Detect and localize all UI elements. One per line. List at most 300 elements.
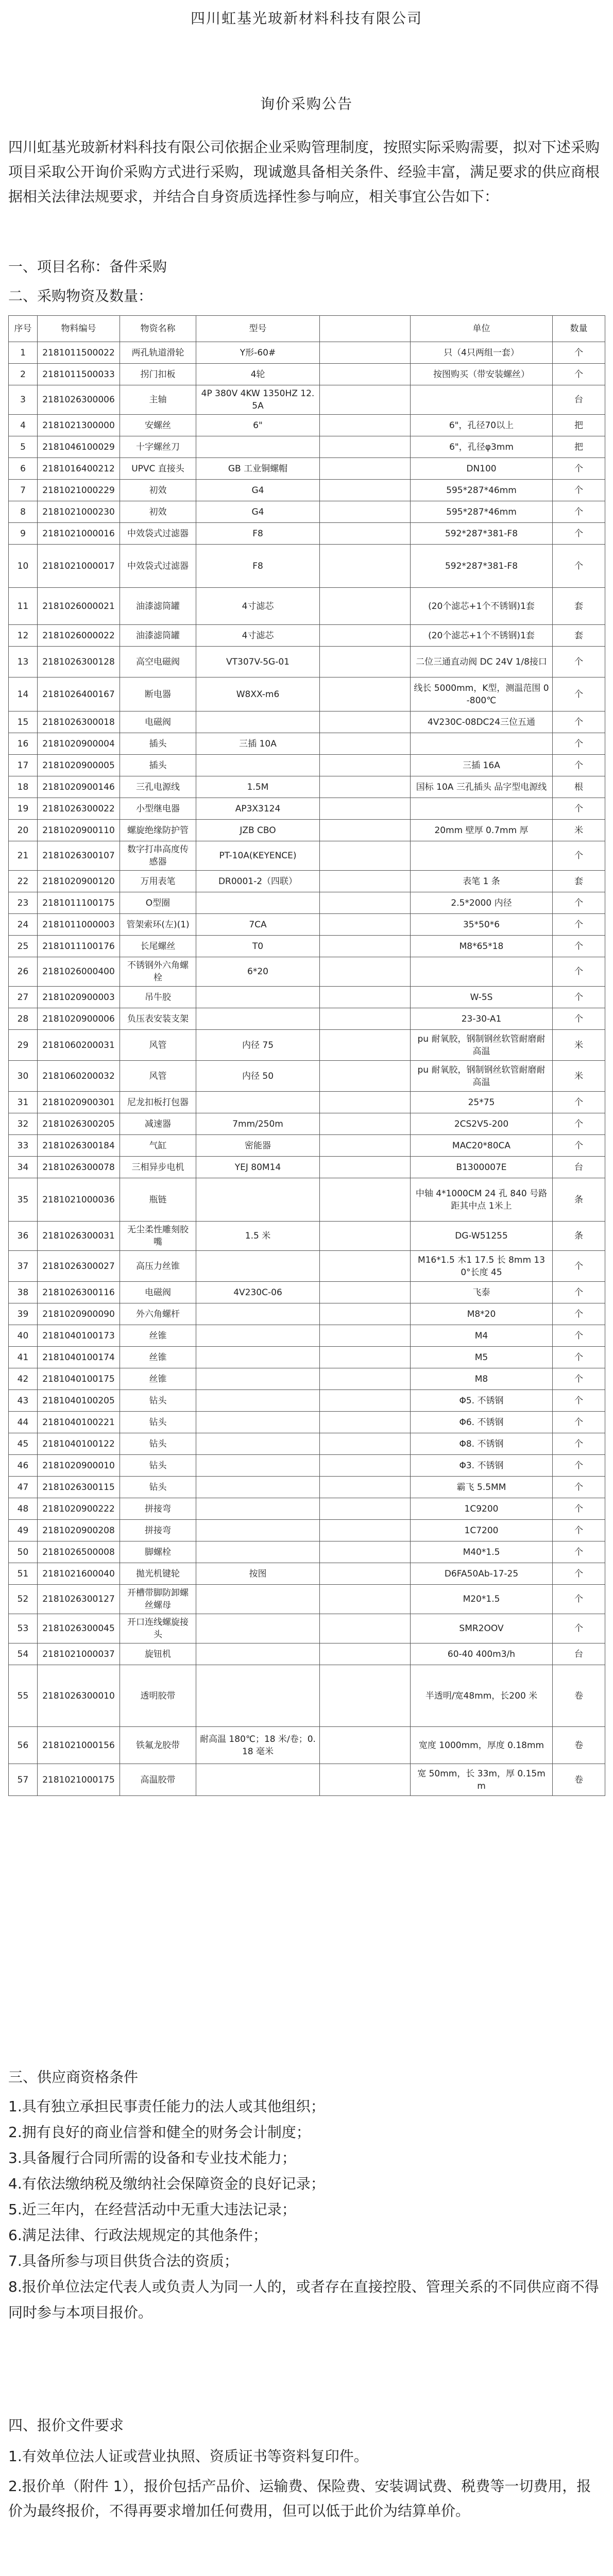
table-cell-col-unit: Φ3. 不锈钢 xyxy=(411,1455,553,1477)
table-row xyxy=(9,1008,605,1030)
table-cell-col-spec xyxy=(320,1477,411,1498)
materials-table xyxy=(8,315,605,1796)
table-row xyxy=(9,415,605,436)
table-cell-col-index: 14 xyxy=(9,677,38,711)
table-cell-col-quantity: 把 xyxy=(553,415,605,436)
table-row xyxy=(9,1325,605,1347)
table-cell-col-unit xyxy=(411,957,553,987)
table-cell-col-material-code: 2181026300184 xyxy=(38,1135,120,1157)
table-cell-col-index: 49 xyxy=(9,1520,38,1541)
table-cell-col-spec xyxy=(320,936,411,957)
table-cell-col-material-name: 中效袋式过滤器 xyxy=(120,545,196,588)
table-cell-col-spec xyxy=(320,1764,411,1796)
table-cell-col-spec xyxy=(320,1092,411,1113)
table-cell-col-material-code: 2181011100176 xyxy=(38,936,120,957)
table-row xyxy=(9,1412,605,1433)
table-cell-col-material-code: 2181026500008 xyxy=(38,1541,120,1563)
table-row xyxy=(9,1135,605,1157)
table-cell-col-unit: 宽 50mm，长 33m，厚 0.15mm xyxy=(411,1764,553,1796)
table-cell-col-quantity: 个 xyxy=(553,1251,605,1282)
table-cell-col-spec xyxy=(320,914,411,936)
table-cell-col-index: 31 xyxy=(9,1092,38,1113)
table-cell-col-material-name: 风管 xyxy=(120,1030,196,1061)
list-item: 1.具有独立承担民事责任能力的法人或其他组织； xyxy=(8,2098,325,2115)
table-cell-col-spec xyxy=(320,1727,411,1764)
table-cell-col-index: 34 xyxy=(9,1157,38,1178)
table-cell-col-spec xyxy=(320,1030,411,1061)
table-cell-col-material-code: 2181020900006 xyxy=(38,1008,120,1030)
table-cell-col-unit: 二位三通直动阀 DC 24V 1/8接口 xyxy=(411,647,553,677)
table-cell-col-spec xyxy=(320,1585,411,1614)
table-cell-col-model xyxy=(196,755,320,776)
table-cell-col-model xyxy=(196,1008,320,1030)
table-cell-col-material-name: 主轴 xyxy=(120,385,196,415)
table-cell-col-index: 11 xyxy=(9,588,38,625)
section-quote-requirements-heading: 四、报价文件要求 xyxy=(8,2417,124,2434)
table-cell-col-spec xyxy=(320,755,411,776)
table-cell-col-spec xyxy=(320,342,411,364)
table-cell-col-quantity: 个 xyxy=(553,364,605,385)
table-cell-col-quantity: 个 xyxy=(553,1541,605,1563)
table-cell-col-index: 4 xyxy=(9,415,38,436)
table-cell-col-unit: Φ6. 不锈钢 xyxy=(411,1412,553,1433)
table-cell-col-spec xyxy=(320,798,411,820)
table-cell-col-model: T0 xyxy=(196,936,320,957)
table-cell-col-model: 4P 380V 4KW 1350HZ 12.5A xyxy=(196,385,320,415)
table-cell-col-unit: 595*287*46mm xyxy=(411,501,553,523)
table-cell-col-material-code: 2181026300116 xyxy=(38,1282,120,1303)
table-cell-col-unit: 三插 16A xyxy=(411,755,553,776)
table-cell-col-material-code: 2181026300127 xyxy=(38,1585,120,1614)
table-cell-col-unit xyxy=(411,798,553,820)
table-cell-col-model: 4寸滤芯 xyxy=(196,588,320,625)
table-cell-col-material-code: 2181020900005 xyxy=(38,755,120,776)
table-cell-col-model xyxy=(196,1178,320,1222)
table-cell-col-spec xyxy=(320,1135,411,1157)
table-cell-col-material-name: 旋钮机 xyxy=(120,1643,196,1665)
table-cell-col-model: 7CA xyxy=(196,914,320,936)
table-row xyxy=(9,1643,605,1665)
table-cell-col-material-name: 管架索环(左)(1) xyxy=(120,914,196,936)
table-cell-col-index: 37 xyxy=(9,1251,38,1282)
table-cell-col-material-code: 2181026300018 xyxy=(38,711,120,733)
table-cell-col-material-code: 2181040100174 xyxy=(38,1347,120,1368)
table-cell-col-unit: pu 耐氧胶，钢制钢丝软管耐磨耐高温 xyxy=(411,1061,553,1092)
table-cell-col-material-name: O型圈 xyxy=(120,892,196,914)
table-cell-col-quantity: 个 xyxy=(553,1135,605,1157)
table-row xyxy=(9,1368,605,1390)
table-cell-col-model xyxy=(196,1325,320,1347)
table-cell-col-model: 6" xyxy=(196,415,320,436)
table-cell-col-quantity: 个 xyxy=(553,1455,605,1477)
table-row xyxy=(9,1390,605,1412)
table-cell-col-model xyxy=(196,1764,320,1796)
table-cell-col-quantity: 个 xyxy=(553,342,605,364)
table-cell-col-material-name: 安螺丝 xyxy=(120,415,196,436)
table-cell-col-quantity: 台 xyxy=(553,1157,605,1178)
table-row xyxy=(9,1727,605,1764)
table-cell-col-material-code: 2181020900222 xyxy=(38,1498,120,1520)
table-cell-col-unit: 飞泰 xyxy=(411,1282,553,1303)
table-cell-col-material-name: 尼龙扣板打包器 xyxy=(120,1092,196,1113)
table-cell-col-spec xyxy=(320,711,411,733)
table-cell-col-spec xyxy=(320,1251,411,1282)
table-cell-col-quantity: 个 xyxy=(553,1412,605,1433)
table-cell-col-model: 4V230C-06 xyxy=(196,1282,320,1303)
table-cell-col-model: JZB CBO xyxy=(196,820,320,841)
table-cell-col-index: 36 xyxy=(9,1222,38,1251)
table-header-col-spec xyxy=(320,316,411,342)
table-cell-col-model xyxy=(196,1498,320,1520)
table-cell-col-index: 3 xyxy=(9,385,38,415)
table-cell-col-material-name: 拋光机键轮 xyxy=(120,1563,196,1585)
table-cell-col-quantity: 个 xyxy=(553,1282,605,1303)
table-cell-col-material-name: 减速器 xyxy=(120,1113,196,1135)
table-cell-col-index: 7 xyxy=(9,480,38,501)
table-cell-col-material-name: 脚螺栓 xyxy=(120,1541,196,1563)
table-cell-col-index: 27 xyxy=(9,987,38,1008)
table-row xyxy=(9,871,605,892)
table-cell-col-unit xyxy=(411,733,553,755)
table-cell-col-unit: Φ5. 不锈钢 xyxy=(411,1390,553,1412)
table-cell-col-model xyxy=(196,1390,320,1412)
table-cell-col-material-name: 钻头 xyxy=(120,1455,196,1477)
list-item: 2.报价单（附件 1），报价包括产品价、运输费、保险费、安装调试费、税费等一切费用，报价为最终报价，不得再要求增加任何费用，但可以低于此价为结算单价。 xyxy=(8,2478,591,2519)
table-cell-col-material-name: 高空电磁阀 xyxy=(120,647,196,677)
table-cell-col-spec xyxy=(320,415,411,436)
table-cell-col-quantity: 把 xyxy=(553,436,605,458)
table-cell-col-index: 56 xyxy=(9,1727,38,1764)
table-cell-col-unit: 23-30-A1 xyxy=(411,1008,553,1030)
table-cell-col-spec xyxy=(320,1061,411,1092)
table-row xyxy=(9,436,605,458)
table-cell-col-index: 45 xyxy=(9,1433,38,1455)
table-cell-col-quantity: 个 xyxy=(553,523,605,545)
table-cell-col-index: 19 xyxy=(9,798,38,820)
table-row xyxy=(9,957,605,987)
table-cell-col-material-name: 钻头 xyxy=(120,1433,196,1455)
table-cell-col-unit: 1C9200 xyxy=(411,1498,553,1520)
table-row xyxy=(9,385,605,415)
table-cell-col-index: 43 xyxy=(9,1390,38,1412)
table-row xyxy=(9,364,605,385)
table-cell-col-spec xyxy=(320,1113,411,1135)
table-cell-col-quantity: 个 xyxy=(553,545,605,588)
table-cell-col-model: G4 xyxy=(196,501,320,523)
table-cell-col-material-name: 螺旋绝缘防护管 xyxy=(120,820,196,841)
table-cell-col-material-code: 2181026300078 xyxy=(38,1157,120,1178)
table-cell-col-model: 密能器 xyxy=(196,1135,320,1157)
table-cell-col-material-code: 2181026400167 xyxy=(38,677,120,711)
table-cell-col-spec xyxy=(320,545,411,588)
table-cell-col-material-name: 断电器 xyxy=(120,677,196,711)
table-row xyxy=(9,1433,605,1455)
table-cell-col-unit: 霸飞 5.5MM xyxy=(411,1477,553,1498)
list-item: 7.具备所参与项目供货合法的资质； xyxy=(8,2252,239,2269)
table-cell-col-material-name: 三相异步电机 xyxy=(120,1157,196,1178)
table-cell-col-material-code: 2181016400212 xyxy=(38,458,120,480)
table-cell-col-spec xyxy=(320,871,411,892)
table-cell-col-quantity: 个 xyxy=(553,711,605,733)
table-cell-col-spec xyxy=(320,1643,411,1665)
table-cell-col-spec xyxy=(320,892,411,914)
table-cell-col-unit: M5 xyxy=(411,1347,553,1368)
table-cell-col-material-name: 万用表笔 xyxy=(120,871,196,892)
table-cell-col-model xyxy=(196,1412,320,1433)
table-cell-col-quantity: 个 xyxy=(553,458,605,480)
table-cell-col-material-code: 2181021000229 xyxy=(38,480,120,501)
table-cell-col-material-name: 油漆滤筒罐 xyxy=(120,625,196,647)
table-cell-col-unit: DG-W51255 xyxy=(411,1222,553,1251)
table-row xyxy=(9,1113,605,1135)
table-cell-col-spec xyxy=(320,841,411,871)
table-cell-col-material-name: 插头 xyxy=(120,755,196,776)
table-cell-col-unit: 6"，孔径70以上 xyxy=(411,415,553,436)
table-cell-col-material-name: 钻头 xyxy=(120,1477,196,1498)
table-cell-col-index: 26 xyxy=(9,957,38,987)
table-cell-col-material-code: 2181021000016 xyxy=(38,523,120,545)
table-cell-col-unit: 半透明/宽48mm，长200 米 xyxy=(411,1665,553,1727)
table-row xyxy=(9,1303,605,1325)
table-cell-col-index: 5 xyxy=(9,436,38,458)
list-item: 1.有效单位法人证或营业执照、资质证书等资料复印件。 xyxy=(8,2448,368,2465)
table-cell-col-quantity: 个 xyxy=(553,1008,605,1030)
table-cell-col-index: 22 xyxy=(9,871,38,892)
table-row xyxy=(9,1092,605,1113)
table-cell-col-unit: W-5S xyxy=(411,987,553,1008)
table-cell-col-quantity: 个 xyxy=(553,755,605,776)
table-cell-col-model: 7mm/250m xyxy=(196,1113,320,1135)
table-row xyxy=(9,1222,605,1251)
table-cell-col-unit: SMR2OOV xyxy=(411,1614,553,1643)
table-cell-col-material-code: 2181020900003 xyxy=(38,987,120,1008)
table-cell-col-model: GB 工业铜螺帽 xyxy=(196,458,320,480)
table-cell-col-index: 28 xyxy=(9,1008,38,1030)
table-cell-col-index: 40 xyxy=(9,1325,38,1347)
table-cell-col-model: YEJ 80M14 xyxy=(196,1157,320,1178)
table-cell-col-unit: 2CS2V5-200 xyxy=(411,1113,553,1135)
table-row xyxy=(9,625,605,647)
table-cell-col-material-name: 丝锥 xyxy=(120,1347,196,1368)
table-cell-col-spec xyxy=(320,1347,411,1368)
table-cell-col-material-name: 长尾螺丝 xyxy=(120,936,196,957)
intro-paragraph: 四川虹基光玻新材料科技有限公司依据企业采购管理制度，按照实际采购需要，拟对下述采购项目采取公开询价采购方式进行采购，现诚邀具备相关条件、经验丰富，满足要求的供应商根据相关法律法规要求，并结合自身资质选择性参与响应，相关事宜公告如下： xyxy=(8,139,600,205)
section-materials-heading: 二、采购物资及数量： xyxy=(8,287,153,304)
table-cell-col-index: 20 xyxy=(9,820,38,841)
table-cell-col-index: 18 xyxy=(9,776,38,798)
table-cell-col-spec xyxy=(320,1665,411,1727)
table-cell-col-quantity: 个 xyxy=(553,1325,605,1347)
table-cell-col-index: 44 xyxy=(9,1412,38,1433)
table-cell-col-spec xyxy=(320,1541,411,1563)
table-cell-col-material-code: 2181040100173 xyxy=(38,1325,120,1347)
table-cell-col-material-name: 外六角螺杆 xyxy=(120,1303,196,1325)
table-cell-col-material-code: 2181021000036 xyxy=(38,1178,120,1222)
table-header-col-quantity: 数量 xyxy=(553,316,605,342)
table-row xyxy=(9,987,605,1008)
table-cell-col-unit: M8 xyxy=(411,1368,553,1390)
table-cell-col-quantity: 个 xyxy=(553,1477,605,1498)
table-cell-col-model: PT-10A(KEYENCE) xyxy=(196,841,320,871)
table-cell-col-material-name: 瓶链 xyxy=(120,1178,196,1222)
table-cell-col-material-code: 2181021000017 xyxy=(38,545,120,588)
table-cell-col-model: Y形-60# xyxy=(196,342,320,364)
quote-requirements-list xyxy=(8,2444,605,2523)
table-cell-col-index: 39 xyxy=(9,1303,38,1325)
table-cell-col-unit: D6FA50Ab-17-25 xyxy=(411,1563,553,1585)
table-cell-col-quantity: 个 xyxy=(553,1303,605,1325)
table-cell-col-quantity: 个 xyxy=(553,1113,605,1135)
table-cell-col-model: F8 xyxy=(196,523,320,545)
table-cell-col-model: 1.5 米 xyxy=(196,1222,320,1251)
table-cell-col-model xyxy=(196,711,320,733)
table-header-col-model: 型号 xyxy=(196,316,320,342)
table-row xyxy=(9,1477,605,1498)
table-cell-col-unit: 2.5*2000 内径 xyxy=(411,892,553,914)
table-cell-col-spec xyxy=(320,1455,411,1477)
table-cell-col-unit: 4V230C-08DC24三位五通 xyxy=(411,711,553,733)
table-row xyxy=(9,914,605,936)
table-cell-col-material-name: 电磁阀 xyxy=(120,1282,196,1303)
table-cell-col-index: 10 xyxy=(9,545,38,588)
table-cell-col-material-code: 2181020900010 xyxy=(38,1455,120,1477)
table-cell-col-unit: (20个滤芯+1个不锈钢)1套 xyxy=(411,625,553,647)
table-cell-col-index: 47 xyxy=(9,1477,38,1498)
table-cell-col-material-name: 数字打串高度传感器 xyxy=(120,841,196,871)
table-cell-col-quantity: 个 xyxy=(553,1585,605,1614)
table-cell-col-unit: 592*287*381-F8 xyxy=(411,523,553,545)
table-cell-col-quantity: 个 xyxy=(553,892,605,914)
table-cell-col-unit: 595*287*46mm xyxy=(411,480,553,501)
table-cell-col-material-code: 2181026300107 xyxy=(38,841,120,871)
table-cell-col-model xyxy=(196,1541,320,1563)
table-cell-col-material-name: 高压力丝锥 xyxy=(120,1251,196,1282)
table-cell-col-quantity: 个 xyxy=(553,733,605,755)
table-cell-col-material-name: 拼接弯 xyxy=(120,1520,196,1541)
table-cell-col-model: 6*20 xyxy=(196,957,320,987)
table-cell-col-material-code: 2181021600040 xyxy=(38,1563,120,1585)
table-cell-col-model: 1.5M xyxy=(196,776,320,798)
table-cell-col-index: 8 xyxy=(9,501,38,523)
table-header-row xyxy=(9,316,605,342)
table-row xyxy=(9,1061,605,1092)
table-row xyxy=(9,1347,605,1368)
table-cell-col-model xyxy=(196,1303,320,1325)
table-cell-col-material-code: 2181046100029 xyxy=(38,436,120,458)
table-cell-col-unit: M8*65*18 xyxy=(411,936,553,957)
table-cell-col-spec xyxy=(320,523,411,545)
table-cell-col-unit: M4 xyxy=(411,1325,553,1347)
table-cell-col-unit: 60-40 400m3/h xyxy=(411,1643,553,1665)
table-cell-col-quantity: 套 xyxy=(553,625,605,647)
table-cell-col-material-code: 2181026000022 xyxy=(38,625,120,647)
table-cell-col-unit: B1300007E xyxy=(411,1157,553,1178)
table-cell-col-material-code: 2181026300205 xyxy=(38,1113,120,1135)
table-row xyxy=(9,1585,605,1614)
list-item: 8.报价单位法定代表人或负责人为同一人的，或者存在直接控股、管理关系的不同供应商不得同时参与本项目报价。 xyxy=(8,2278,599,2321)
table-row xyxy=(9,936,605,957)
document-title: 询价采购公告 xyxy=(260,95,353,112)
table-cell-col-unit: 1C7200 xyxy=(411,1520,553,1541)
table-cell-col-model xyxy=(196,1347,320,1368)
table-cell-col-unit: M16*1.5 木1 17.5 长 8mm 130°长度 45 xyxy=(411,1251,553,1282)
table-cell-col-quantity: 米 xyxy=(553,1061,605,1092)
table-cell-col-quantity: 个 xyxy=(553,1433,605,1455)
table-cell-col-quantity: 个 xyxy=(553,480,605,501)
table-cell-col-model xyxy=(196,1643,320,1665)
table-header-col-material-name: 物资名称 xyxy=(120,316,196,342)
table-cell-col-index: 32 xyxy=(9,1113,38,1135)
table-cell-col-index: 12 xyxy=(9,625,38,647)
table-cell-col-material-code: 2181011000003 xyxy=(38,914,120,936)
table-row xyxy=(9,1520,605,1541)
table-cell-col-spec xyxy=(320,480,411,501)
table-cell-col-model xyxy=(196,1665,320,1727)
table-cell-col-unit: 只（4只两组一套） xyxy=(411,342,553,364)
table-cell-col-quantity: 个 xyxy=(553,1563,605,1585)
table-cell-col-quantity: 条 xyxy=(553,1222,605,1251)
table-cell-col-quantity: 台 xyxy=(553,385,605,415)
table-cell-col-index: 46 xyxy=(9,1455,38,1477)
table-cell-col-material-code: 2181020900004 xyxy=(38,733,120,755)
table-cell-col-model xyxy=(196,892,320,914)
table-cell-col-material-code: 2181026000021 xyxy=(38,588,120,625)
table-cell-col-material-code: 2181040100122 xyxy=(38,1433,120,1455)
table-row xyxy=(9,545,605,588)
table-row xyxy=(9,1251,605,1282)
table-row xyxy=(9,1563,605,1585)
table-row xyxy=(9,1541,605,1563)
table-cell-col-index: 35 xyxy=(9,1178,38,1222)
table-cell-col-spec xyxy=(320,501,411,523)
table-cell-col-unit: 25*75 xyxy=(411,1092,553,1113)
table-cell-col-material-code: 2181011100175 xyxy=(38,892,120,914)
table-cell-col-material-name: 开槽带脚防卸螺丝螺母 xyxy=(120,1585,196,1614)
table-cell-col-material-name: 十字螺丝刀 xyxy=(120,436,196,458)
table-cell-col-index: 1 xyxy=(9,342,38,364)
table-cell-col-unit: pu 耐氧胶，钢制钢丝软管耐磨耐高温 xyxy=(411,1030,553,1061)
table-cell-col-spec xyxy=(320,1412,411,1433)
table-cell-col-spec xyxy=(320,987,411,1008)
table-cell-col-unit: M20*1.5 xyxy=(411,1585,553,1614)
table-cell-col-index: 51 xyxy=(9,1563,38,1585)
table-cell-col-material-name: 丝锥 xyxy=(120,1325,196,1347)
table-cell-col-model xyxy=(196,1520,320,1541)
table-cell-col-unit: 国标 10A 三孔插头 品字型电源线 xyxy=(411,776,553,798)
table-cell-col-quantity: 个 xyxy=(553,1347,605,1368)
table-cell-col-index: 13 xyxy=(9,647,38,677)
table-cell-col-unit: 中轴 4*1000CM 24 孔 840 号路距其中点 1米上 xyxy=(411,1178,553,1222)
table-cell-col-index: 50 xyxy=(9,1541,38,1563)
table-cell-col-quantity: 卷 xyxy=(553,1764,605,1796)
table-cell-col-model: VT307V-5G-01 xyxy=(196,647,320,677)
table-cell-col-spec xyxy=(320,820,411,841)
table-header-col-index: 序号 xyxy=(9,316,38,342)
table-cell-col-spec xyxy=(320,1325,411,1347)
table-row xyxy=(9,677,605,711)
table-cell-col-material-name: 不锈钢外六角螺栓 xyxy=(120,957,196,987)
table-row xyxy=(9,1498,605,1520)
table-cell-col-model xyxy=(196,1251,320,1282)
table-cell-col-spec xyxy=(320,1563,411,1585)
table-cell-col-material-code: 2181021300000 xyxy=(38,415,120,436)
table-cell-col-spec xyxy=(320,1178,411,1222)
table-cell-col-material-code: 2181026000400 xyxy=(38,957,120,987)
table-row xyxy=(9,711,605,733)
list-item: 5.近三年内，在经营活动中无重大违法记录； xyxy=(8,2201,296,2218)
table-cell-col-quantity: 个 xyxy=(553,798,605,820)
table-cell-col-unit: Φ8. 不锈钢 xyxy=(411,1433,553,1455)
